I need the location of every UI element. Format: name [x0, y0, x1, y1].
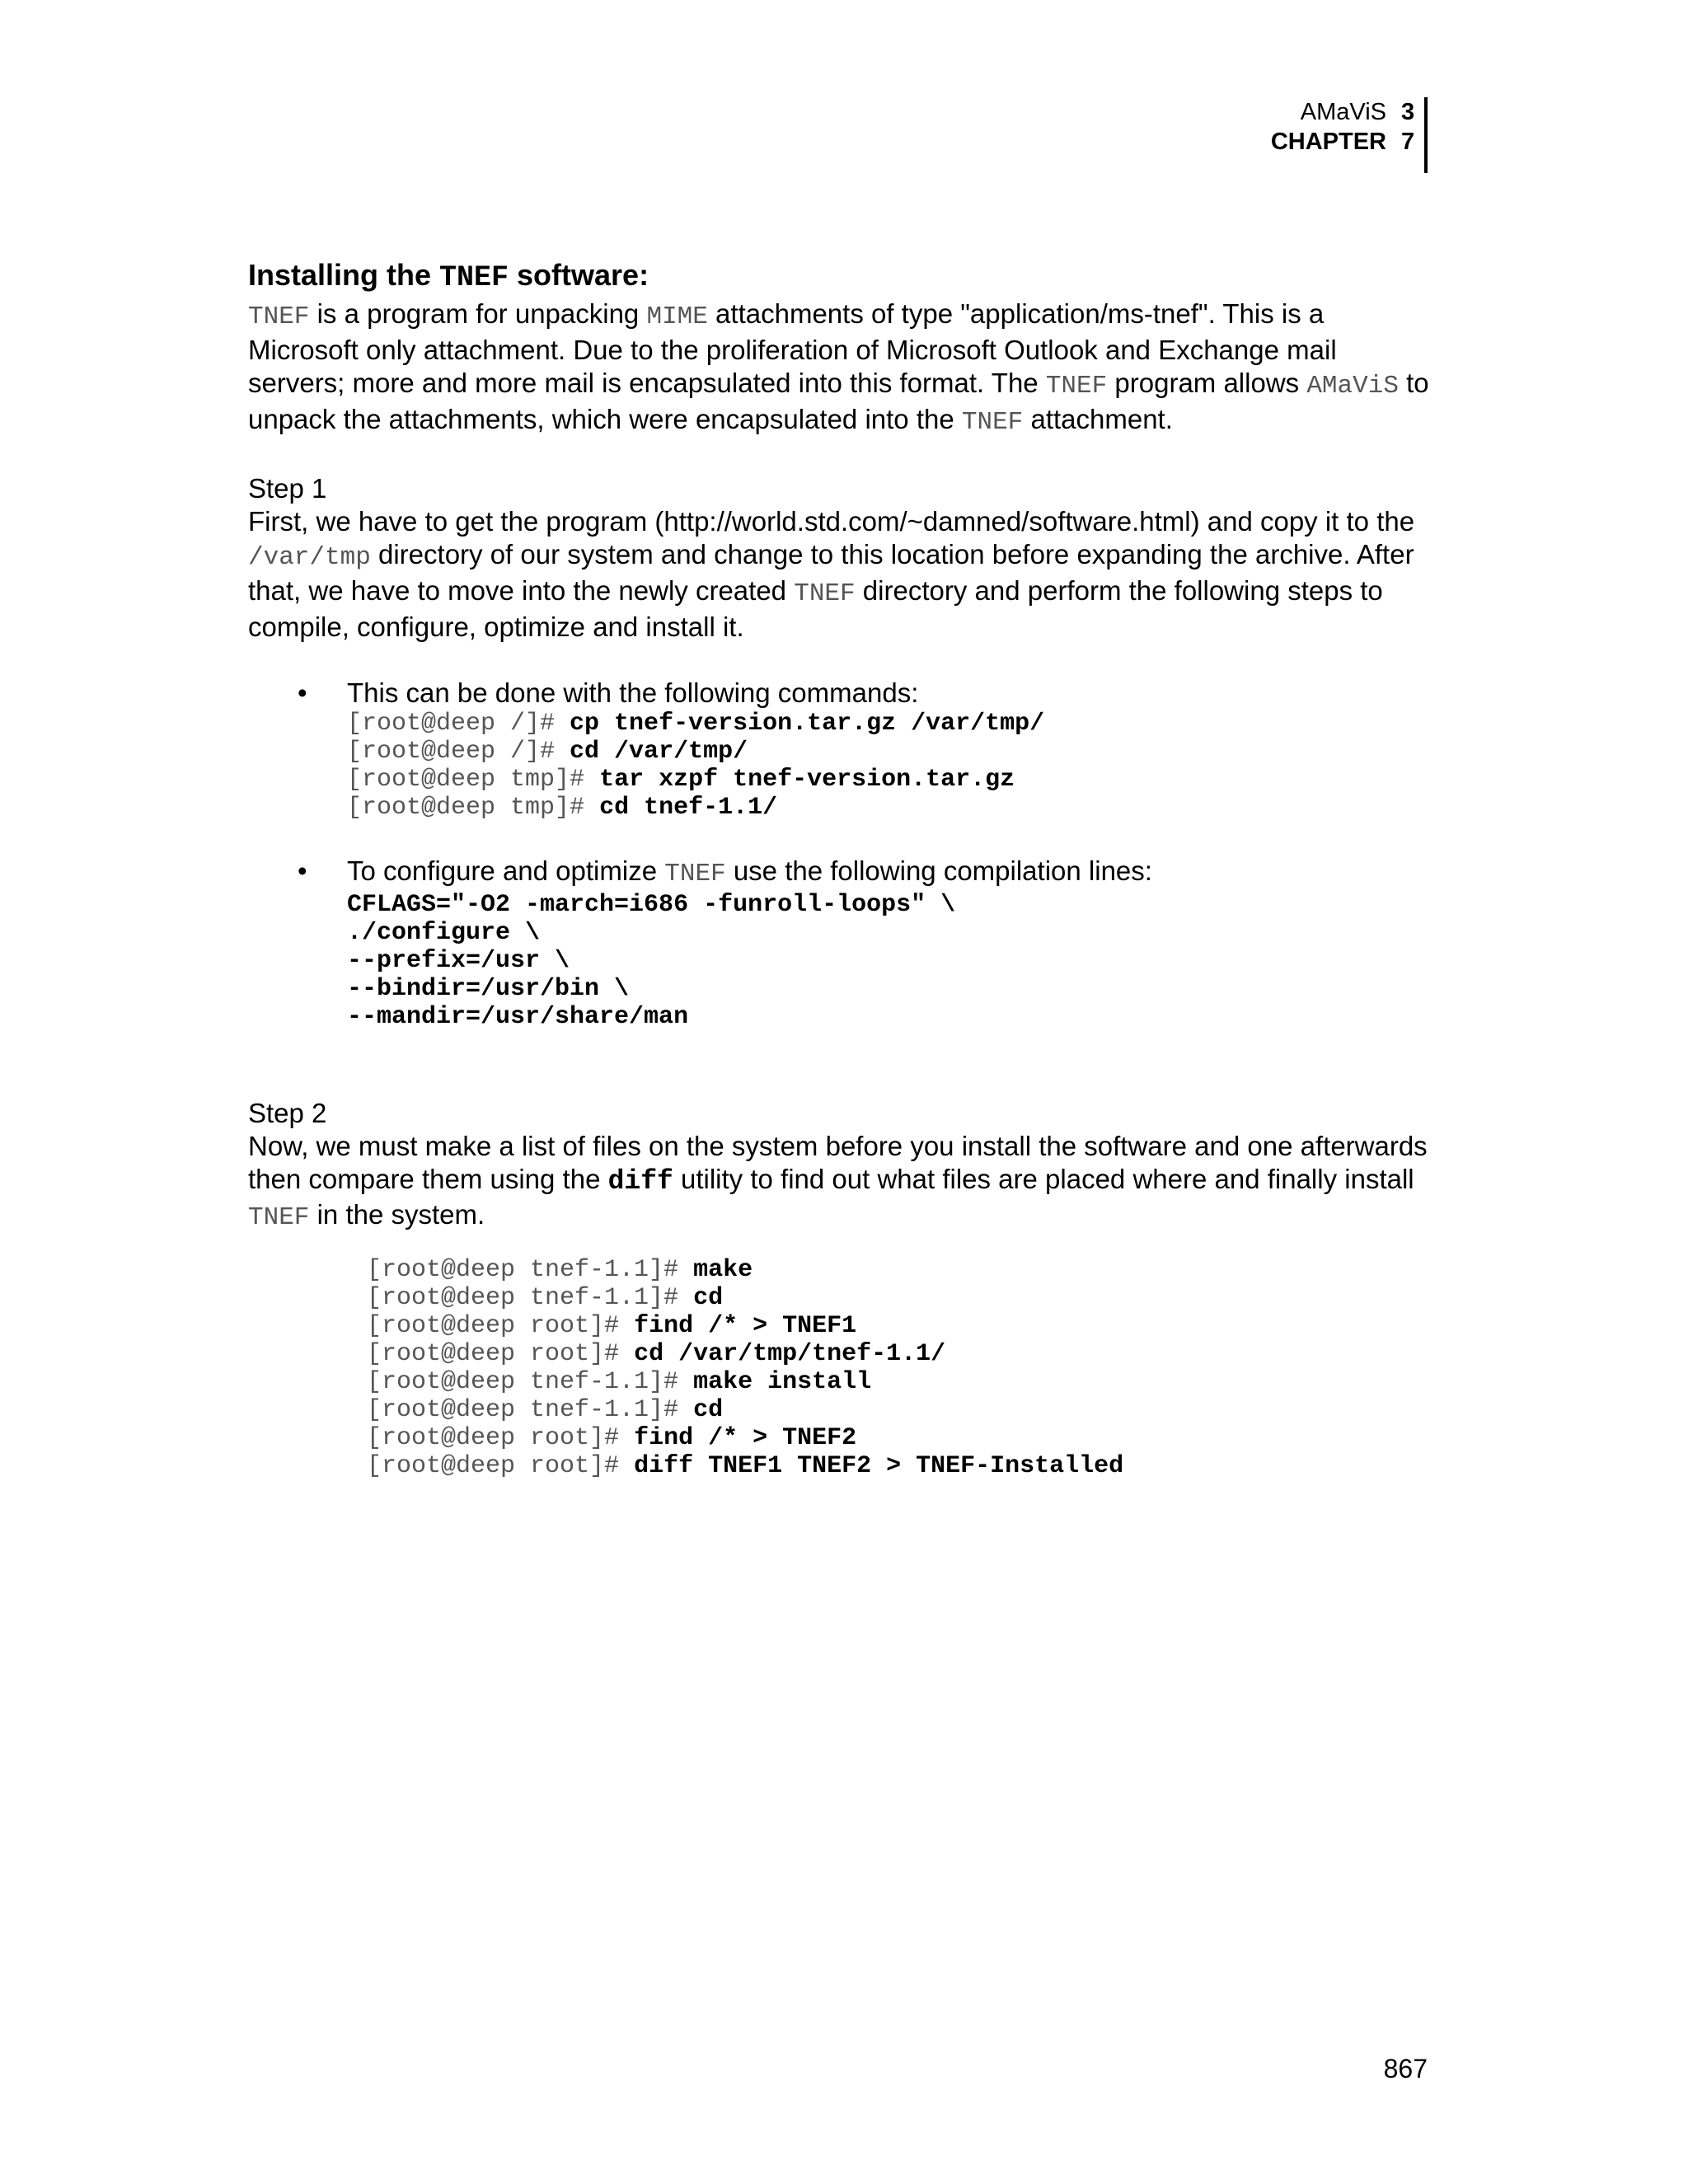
- heading-code: TNEF: [439, 261, 509, 294]
- shell-command: cp tnef-version.tar.gz /var/tmp/: [570, 710, 1045, 738]
- shell-command: cd: [693, 1284, 724, 1312]
- step2-label: Step 2: [248, 1098, 327, 1128]
- command-block-2: [367, 1256, 1435, 1480]
- shell-prompt: [root@deep tmp]#: [347, 766, 600, 794]
- page-content: [248, 257, 1435, 1480]
- step2-paragraph: Now, we must make a list of files on the system before you install the software and one afterwards then compare them using the diff utility to find out what files are placed where and finally install TNEF in the system.: [248, 1131, 1428, 1232]
- command-line: [367, 1368, 1435, 1396]
- shell-prompt: [root@deep tnef-1.1]#: [367, 1284, 694, 1312]
- shell-command: find /* > TNEF2: [634, 1424, 857, 1452]
- header-chapter-row: [1271, 127, 1418, 157]
- section-heading: Installing the TNEF software:: [248, 258, 649, 294]
- command-line: [347, 738, 1435, 766]
- shell-command: cd tnef-1.1/: [599, 794, 778, 822]
- shell-command: cd: [693, 1396, 724, 1424]
- compile-line: CFLAGS="-O2 -march=i686 -funroll-loops" \: [347, 891, 956, 919]
- shell-command: cd /var/tmp/: [570, 738, 748, 766]
- page-number: 867: [1383, 2054, 1428, 2083]
- compile-line: --prefix=/usr \: [347, 947, 570, 975]
- step1-label: Step 1: [248, 473, 327, 504]
- shell-prompt: [root@deep /]#: [347, 738, 570, 766]
- compile-line: --bindir=/usr/bin \: [347, 975, 630, 1003]
- shell-command: tar xzpf tnef-version.tar.gz: [599, 766, 1015, 794]
- shell-prompt: [root@deep tnef-1.1]#: [367, 1396, 694, 1424]
- command-line: [367, 1284, 1435, 1312]
- command-line: [367, 1340, 1435, 1368]
- shell-prompt: [root@deep tmp]#: [347, 794, 600, 822]
- shell-command: diff TNEF1 TNEF2 > TNEF-Installed: [634, 1452, 1124, 1480]
- list-item: • To configure and optimize TNEF use the following compilation lines: CFLAGS="-O2 -march=i686 -funroll-loops" \ ./configure \ --prefix=/usr \ --bindir=/usr/bin \ --mandir=/usr/share/man: [248, 855, 1435, 1031]
- intro-paragraph: TNEF is a program for unpacking MIME attachments of type "application/ms-tnef". This is a Microsoft only attachment. Due to the proliferation of Microsoft Outlook and Exchange mail servers; more and more mail is encapsulated into this format. The TNEF program allows AMaViS to unpack the attachments, which were encapsulated into the TNEF attachment.: [248, 298, 1429, 437]
- command-line: [367, 1424, 1435, 1452]
- compile-block: [347, 891, 1435, 1031]
- command-line: [347, 766, 1435, 794]
- shell-command: find /* > TNEF1: [634, 1312, 857, 1340]
- shell-prompt: [root@deep root]#: [367, 1340, 635, 1368]
- command-line: [347, 710, 1435, 738]
- shell-prompt: [root@deep root]#: [367, 1424, 635, 1452]
- command-line: [367, 1312, 1435, 1340]
- header-chapter-label: CHAPTER: [1270, 129, 1386, 155]
- header-divider: [1424, 97, 1428, 173]
- compile-line: --mandir=/usr/share/man: [347, 1003, 689, 1031]
- shell-command: make: [693, 1256, 753, 1284]
- shell-prompt: [root@deep tnef-1.1]#: [367, 1368, 694, 1396]
- list-item: • This can be done with the following commands: [root@deep /]# cp tnef-version.tar.gz /var/tmp/ [root@deep /]# cd /var/tmp/ [root@deep tmp]# tar xzpf tnef-version.tar.gz [root@deep tmp]# cd tnef-1.1/: [248, 677, 1435, 822]
- step1-bullets: [248, 677, 1435, 1031]
- bullet-icon: •: [298, 677, 307, 708]
- shell-command: cd /var/tmp/tnef-1.1/: [634, 1340, 946, 1368]
- header-section-row: [1301, 97, 1418, 127]
- command-line: [367, 1396, 1435, 1424]
- bullet-icon: •: [298, 855, 307, 886]
- shell-prompt: [root@deep root]#: [367, 1452, 635, 1480]
- compile-line: ./configure \: [347, 919, 541, 947]
- command-line: [347, 794, 1435, 822]
- shell-command: make install: [693, 1368, 872, 1396]
- step1-paragraph: First, we have to get the program (http://world.std.com/~damned/software.html) and copy it to the /var/tmp directory of our system and change to this location before expanding the archive. After that, we have to move into the newly created TNEF directory and perform the following steps to compile, configure, optimize and install it.: [248, 506, 1415, 642]
- command-line: [367, 1256, 1435, 1284]
- shell-prompt: [root@deep tnef-1.1]#: [367, 1256, 694, 1284]
- command-block-1: [347, 710, 1435, 822]
- header-section: AMaViS: [1300, 99, 1386, 125]
- shell-prompt: [root@deep root]#: [367, 1312, 635, 1340]
- chapter-number-top: 3: [1401, 99, 1415, 125]
- command-line: [367, 1452, 1435, 1480]
- chapter-number-bottom: 7: [1401, 129, 1415, 155]
- shell-prompt: [root@deep /]#: [347, 710, 570, 738]
